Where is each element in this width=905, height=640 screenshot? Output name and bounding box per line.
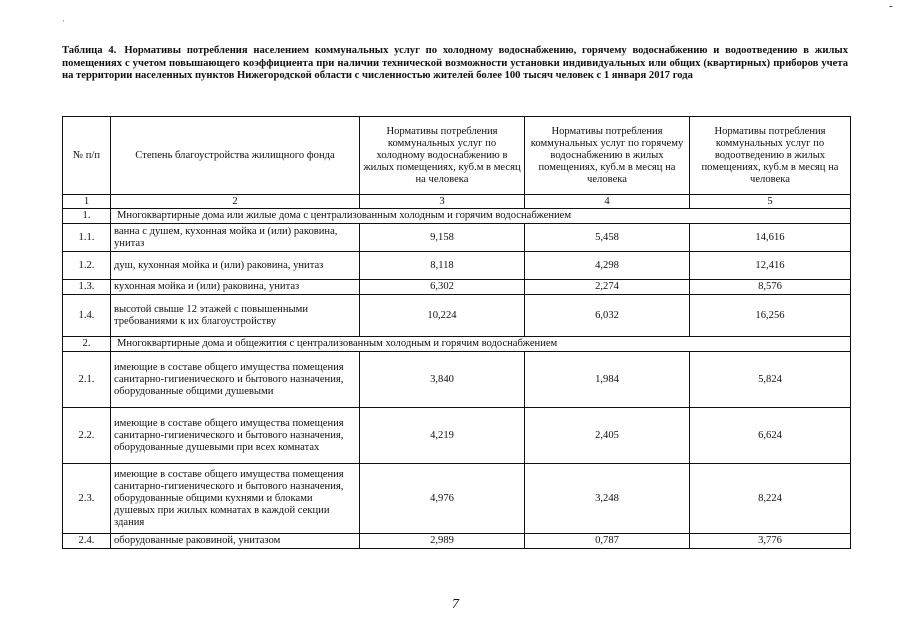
- hot-water-value: 5,458: [525, 224, 690, 252]
- section-row: [63, 337, 851, 352]
- row-number: 1.4.: [63, 295, 111, 337]
- drainage-value: 5,824: [690, 352, 851, 408]
- hot-water-value: 6,032: [525, 295, 690, 337]
- header-hot-water: Нормативы потребления коммунальных услуг по горячему водоснабжению в жилых помещениях, куб.м в месяц на человека: [525, 117, 690, 195]
- hot-water-value: 2,274: [525, 280, 690, 295]
- section-title: Многоквартирные дома или жилые дома с централизованным холодным и горячим водоснабжением: [111, 209, 851, 224]
- header-degree: Степень благоустройства жилищного фонда: [111, 117, 360, 195]
- cold-water-value: 4,976: [360, 464, 525, 534]
- section-row: [63, 209, 851, 224]
- table-row: [63, 534, 851, 549]
- column-number: 2: [111, 195, 360, 209]
- drainage-value: 6,624: [690, 408, 851, 464]
- drainage-value: 8,576: [690, 280, 851, 295]
- cold-water-value: 2,989: [360, 534, 525, 549]
- caption-label: Таблица 4.: [62, 45, 117, 56]
- row-description: имеющие в составе общего имущества помещения санитарно-гигиенического и бытового назначения, оборудованные общими душевыми: [111, 352, 360, 408]
- drainage-value: 12,416: [690, 252, 851, 280]
- row-number: 2.3.: [63, 464, 111, 534]
- scan-speck: ': [63, 20, 65, 26]
- row-description: ванна с душем, кухонная мойка и (или) раковина, унитаз: [111, 224, 360, 252]
- drainage-value: 8,224: [690, 464, 851, 534]
- table-row: [63, 224, 851, 252]
- section-number: 1.: [63, 209, 111, 224]
- drainage-value: 16,256: [690, 295, 851, 337]
- column-number: 5: [690, 195, 851, 209]
- table-row: [63, 280, 851, 295]
- cold-water-value: 4,219: [360, 408, 525, 464]
- cold-water-value: 6,302: [360, 280, 525, 295]
- page-number: 7: [452, 597, 459, 612]
- table-row: [63, 295, 851, 337]
- row-description: оборудованные раковиной, унитазом: [111, 534, 360, 549]
- table-row: [63, 252, 851, 280]
- header-num: № п/п: [63, 117, 111, 195]
- cold-water-value: 10,224: [360, 295, 525, 337]
- table-row: [63, 408, 851, 464]
- table-row: [63, 464, 851, 534]
- cold-water-value: 3,840: [360, 352, 525, 408]
- header-drainage: Нормативы потребления коммунальных услуг по водоотведению в жилых помещениях, куб.м в месяц на человека: [690, 117, 851, 195]
- section-number: 2.: [63, 337, 111, 352]
- row-number: 2.1.: [63, 352, 111, 408]
- header-row: [63, 117, 851, 195]
- row-description: имеющие в составе общего имущества помещения санитарно-гигиенического и бытового назначения, оборудованные общими кухнями и блоками душевых при жилых комнатах в каждой секции здания: [111, 464, 360, 534]
- row-description: имеющие в составе общего имущества помещения санитарно-гигиенического и бытового назначения, оборудованные душевыми при всех комнатах: [111, 408, 360, 464]
- table-caption: [62, 45, 848, 83]
- row-description: высотой свыше 12 этажей с повышенными требованиями к их благоустройству: [111, 295, 360, 337]
- hot-water-value: 0,787: [525, 534, 690, 549]
- hot-water-value: 4,298: [525, 252, 690, 280]
- drainage-value: 14,616: [690, 224, 851, 252]
- header-cold-water: Нормативы потребления коммунальных услуг по холодному водоснабжению в жилых помещениях, куб.м в месяц на человека: [360, 117, 525, 195]
- table-row: [63, 352, 851, 408]
- row-number: 1.3.: [63, 280, 111, 295]
- column-number: 4: [525, 195, 690, 209]
- row-number: 2.2.: [63, 408, 111, 464]
- hot-water-value: 1,984: [525, 352, 690, 408]
- row-description: душ, кухонная мойка и (или) раковина, унитаз: [111, 252, 360, 280]
- drainage-value: 3,776: [690, 534, 851, 549]
- caption-text: Нормативы потребления населением коммунальных услуг по холодному водоснабжению, горячему водоснабжению и водоотведению в жилых помещениях с учетом повышающего коэффициента при наличии технической возможности установки индивидуальных или общих (квартирных) приборов учета на территории населенных пунктов Нижегородской области с численностью жителей более 100 тысяч человек с 1 января 2017 года: [62, 45, 848, 82]
- row-number: 2.4.: [63, 534, 111, 549]
- column-number-row: [63, 195, 851, 209]
- margin-mark: -: [889, 0, 893, 12]
- section-title: Многоквартирные дома и общежития с централизованным холодным и горячим водоснабжением: [111, 337, 851, 352]
- cold-water-value: 9,158: [360, 224, 525, 252]
- norms-table: [62, 116, 851, 549]
- column-number: 3: [360, 195, 525, 209]
- column-number: 1: [63, 195, 111, 209]
- row-number: 1.1.: [63, 224, 111, 252]
- hot-water-value: 3,248: [525, 464, 690, 534]
- hot-water-value: 2,405: [525, 408, 690, 464]
- row-description: кухонная мойка и (или) раковина, унитаз: [111, 280, 360, 295]
- row-number: 1.2.: [63, 252, 111, 280]
- cold-water-value: 8,118: [360, 252, 525, 280]
